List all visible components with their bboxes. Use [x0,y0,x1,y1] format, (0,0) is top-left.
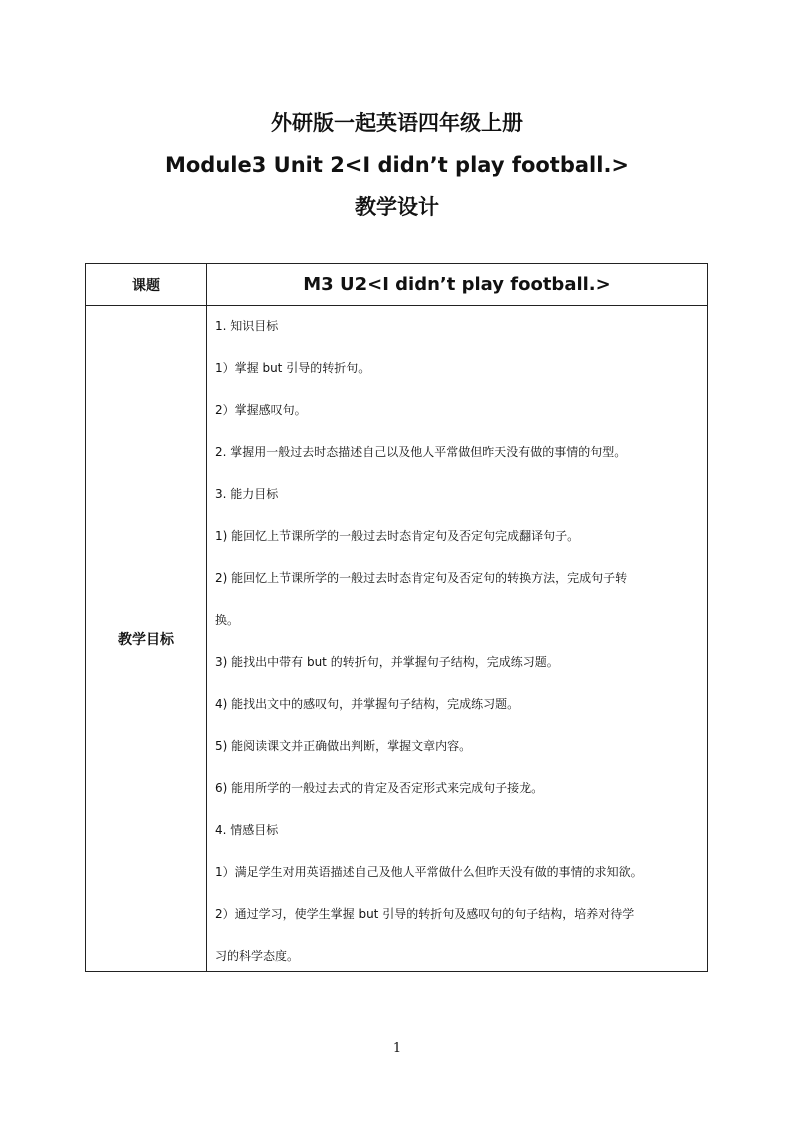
objective-line: 4. 情感目标 [215,823,279,837]
objective-line: 6) 能用所学的一般过去式的肯定及否定形式来完成句子接龙。 [215,781,544,795]
topic-value: M3 U2<I didn’t play football.> [207,264,708,306]
objective-line: 2. 掌握用一般过去时态描述自己以及他人平常做但昨天没有做的事情的句型。 [215,445,627,459]
objectives-content [207,306,708,972]
page-number: 1 [392,1041,402,1056]
objective-line: 1) 能回忆上节课所学的一般过去时态肯定句及否定句完成翻译句子。 [215,529,580,543]
table-header-row [86,264,708,306]
title-line-1: 外研版一起英语四年级上册 [271,111,523,135]
objectives-row [86,306,708,972]
title-line-2: Module3 Unit 2<I didn’t play football.> [164,153,630,177]
objective-line: 4) 能找出文中的感叹句，并掌握句子结构，完成练习题。 [215,697,520,711]
objective-line: 1. 知识目标 [215,319,279,333]
objective-line: 2）掌握感叹句。 [215,403,307,417]
objective-line: 换。 [215,613,240,627]
lesson-plan-table [85,263,708,972]
objective-line: 2) 能回忆上节课所学的一般过去时态肯定句及否定句的转换方法，完成句子转 [215,571,628,585]
title-line-3: 教学设计 [355,195,439,219]
objective-line: 3. 能力目标 [215,487,279,501]
objective-line: 1）满足学生对用英语描述自己及他人平常做什么但昨天没有做的事情的求知欲。 [215,865,643,879]
topic-label: 课题 [86,264,207,306]
document-title [0,102,794,228]
objective-line: 1）掌握 but 引导的转折句。 [215,361,371,375]
objectives-label: 教学目标 [86,306,207,972]
objective-line: 3) 能找出中带有 but 的转折句，并掌握句子结构，完成练习题。 [215,655,559,669]
objective-line: 5) 能阅读课文并正确做出判断，掌握文章内容。 [215,739,472,753]
objective-line: 2）通过学习，使学生掌握 but 引导的转折句及感叹句的句子结构，培养对待学 [215,907,635,921]
objective-line: 习的科学态度。 [215,949,300,963]
